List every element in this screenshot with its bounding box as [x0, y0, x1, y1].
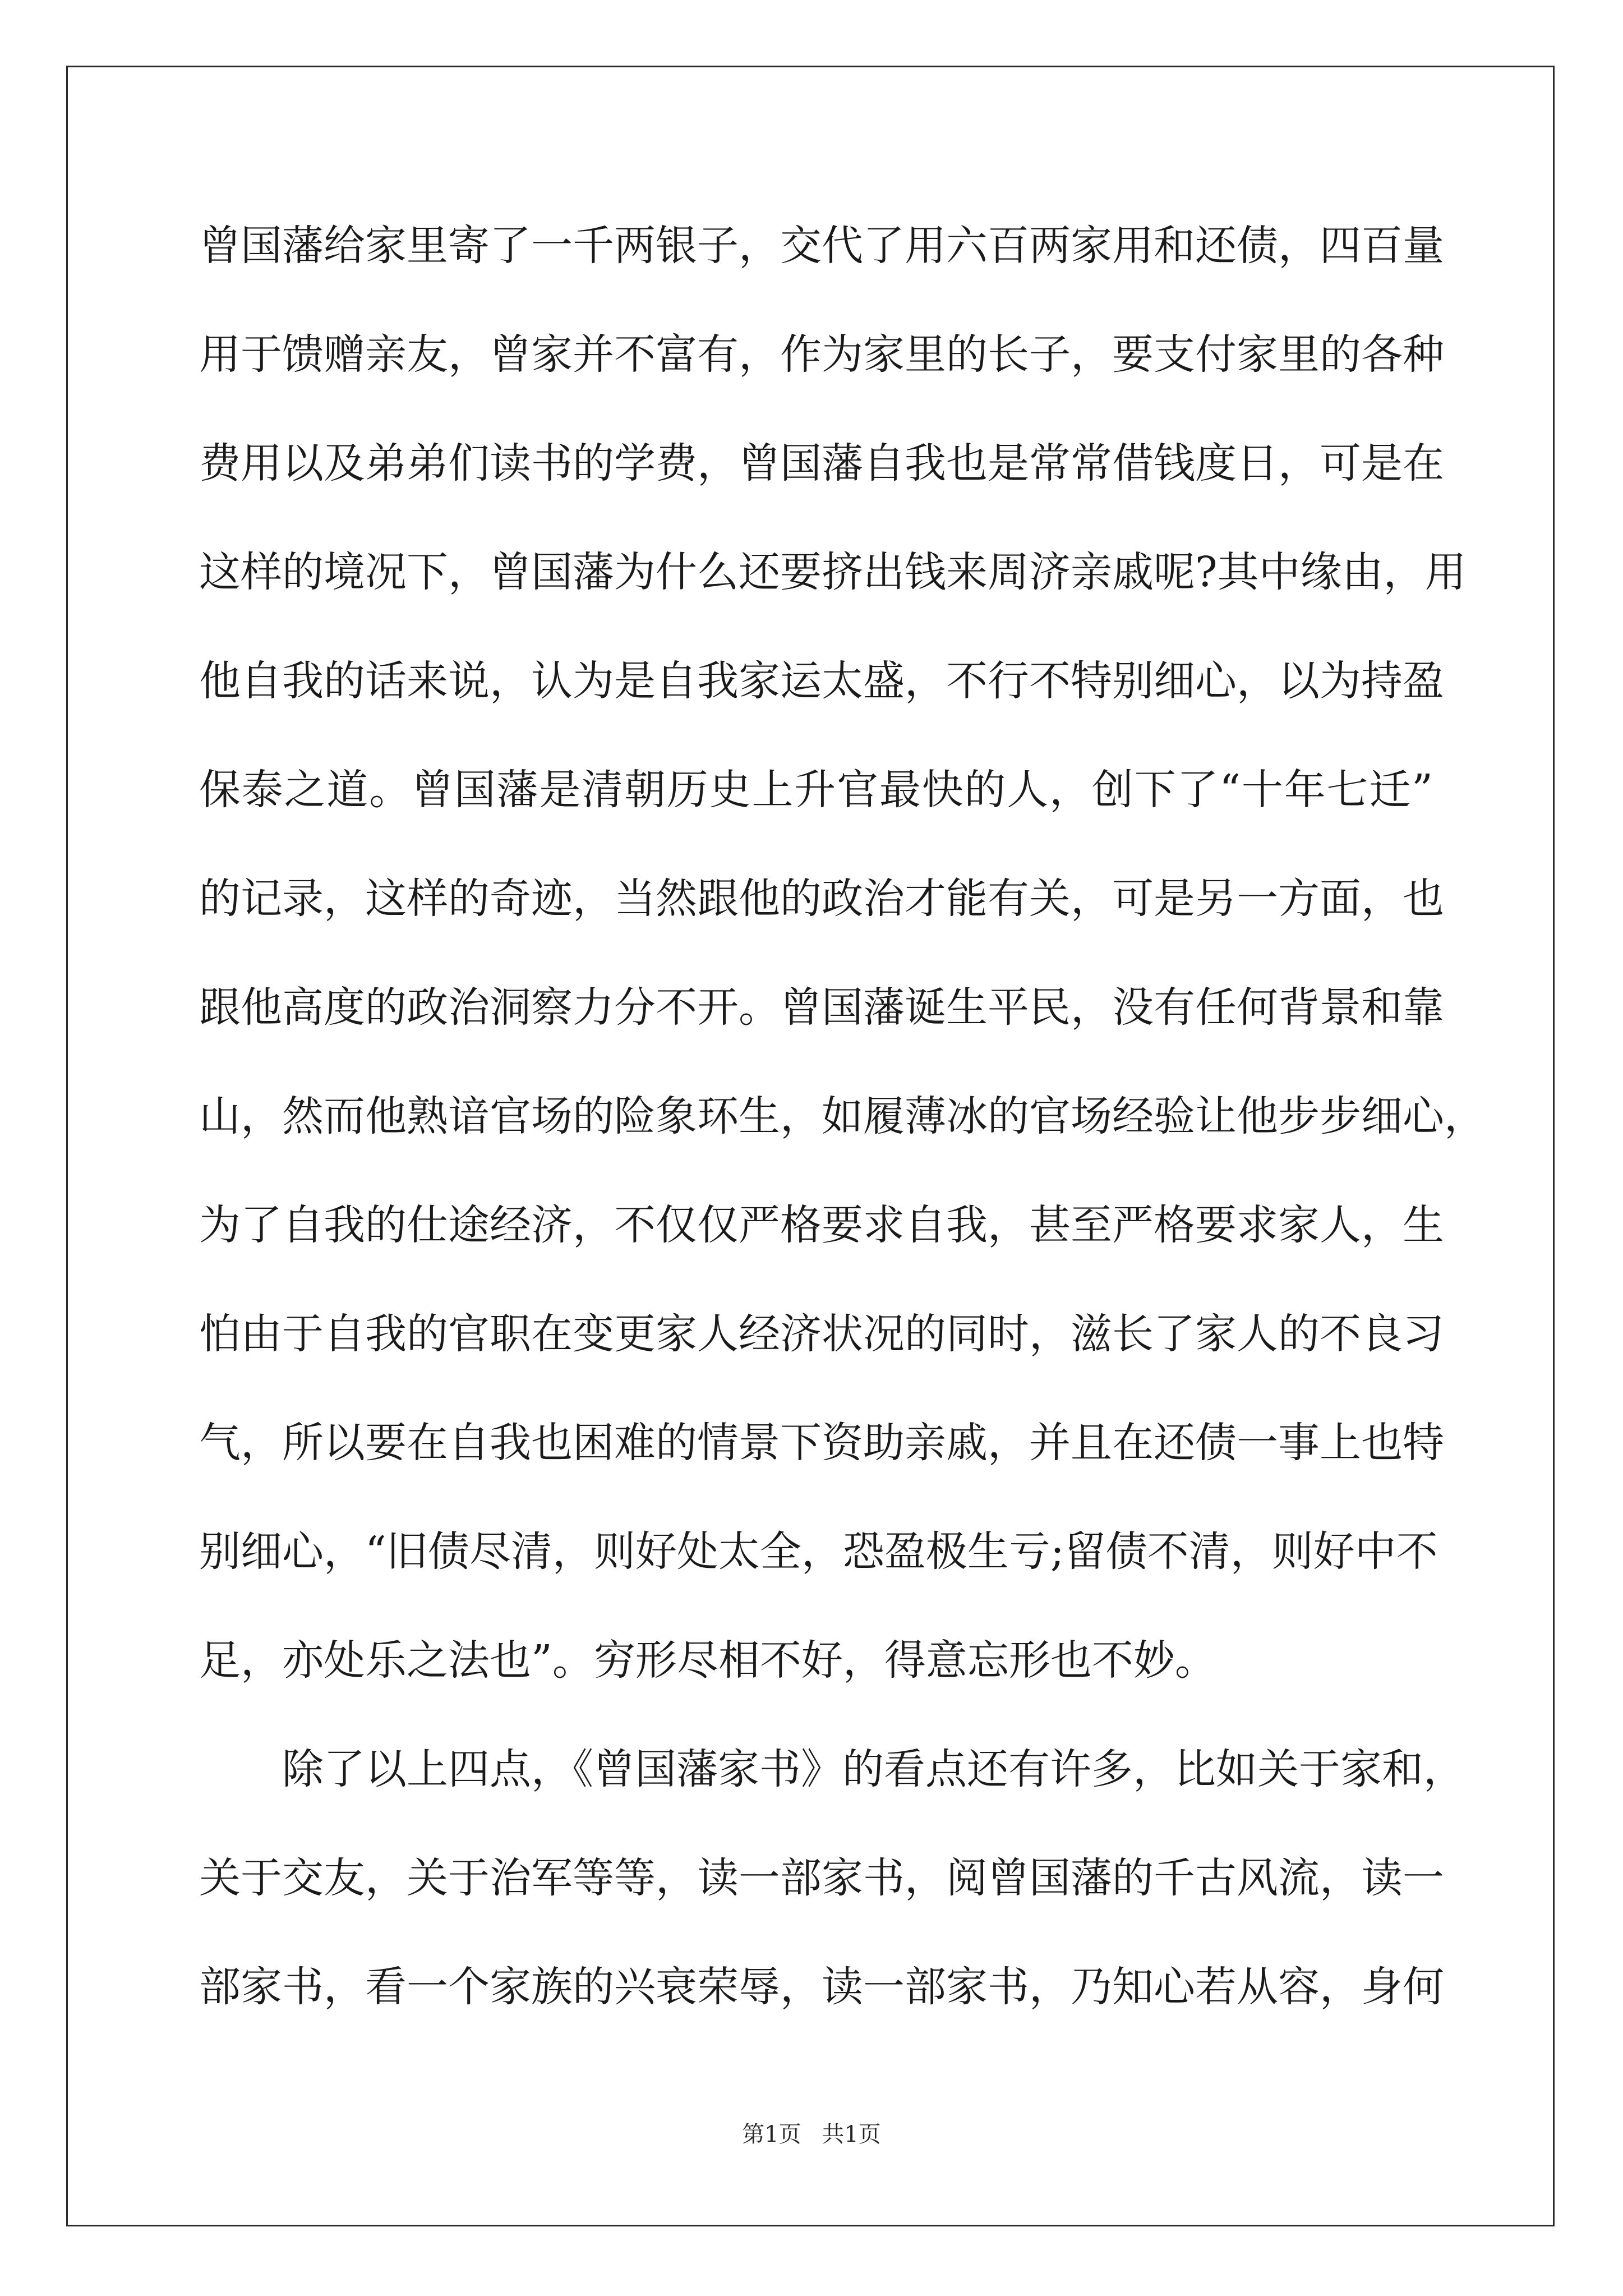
text-line: 他自我的话来说，认为是自我家运太盛，不行不特别细心，以为持盈 — [199, 657, 1444, 705]
text-line: 除了以上四点，《曾国藩家书》的看点还有许多，比如关于家和， — [282, 1745, 1465, 1793]
text-line: 保泰之道。曾国藩是清朝历史上升官最快的人，创下了“十年七迁” — [199, 766, 1433, 814]
text-line: 山，然而他熟谙官场的险象环生，如履薄冰的官场经验让他步步细心， — [199, 1092, 1486, 1140]
text-line: 关于交友，关于治军等等，读一部家书，阅曾国藩的千古风流，读一 — [199, 1854, 1444, 1902]
text-line: 曾国藩给家里寄了一千两银子，交代了用六百两家用和还债，四百量 — [199, 222, 1444, 270]
text-line: 为了自我的仕途经济，不仅仅严格要求自我，甚至严格要求家人，生 — [199, 1201, 1444, 1249]
text-line: 的记录，这样的奇迹，当然跟他的政治才能有关，可是另一方面，也 — [199, 875, 1444, 923]
page-total: 共1页 — [822, 2122, 881, 2147]
text-line: 足，亦处乐之法也”。穷形尽相不好，得意忘形也不妙。 — [199, 1636, 1216, 1685]
text-line: 别细心，“旧债尽清，则好处太全，恐盈极生亏;留债不清，则好中不 — [199, 1527, 1438, 1576]
text-line: 跟他高度的政治洞察力分不开。曾国藩诞生平民，没有任何背景和靠 — [199, 983, 1444, 1032]
text-line: 部家书，看一个家族的兴衰荣辱，读一部家书，乃知心若从容，身何 — [199, 1963, 1444, 2011]
text-line: 怕由于自我的官职在变更家人经济状况的同时，滋长了家人的不良习 — [199, 1310, 1444, 1358]
text-line: 气，所以要在自我也困难的情景下资助亲戚，并且在还债一事上也特 — [199, 1419, 1444, 1467]
page-number: 第1页 — [742, 2122, 801, 2147]
document-body — [199, 212, 1486, 2062]
text-line: 用于馈赠亲友，曾家并不富有，作为家里的长子，要支付家里的各种 — [199, 330, 1444, 379]
page-footer — [0, 2118, 1623, 2151]
text-line: 费用以及弟弟们读书的学费，曾国藩自我也是常常借钱度日，可是在 — [199, 439, 1444, 487]
text-line: 这样的境况下，曾国藩为什么还要挤出钱来周济亲戚呢?其中缘由，用 — [199, 548, 1467, 596]
